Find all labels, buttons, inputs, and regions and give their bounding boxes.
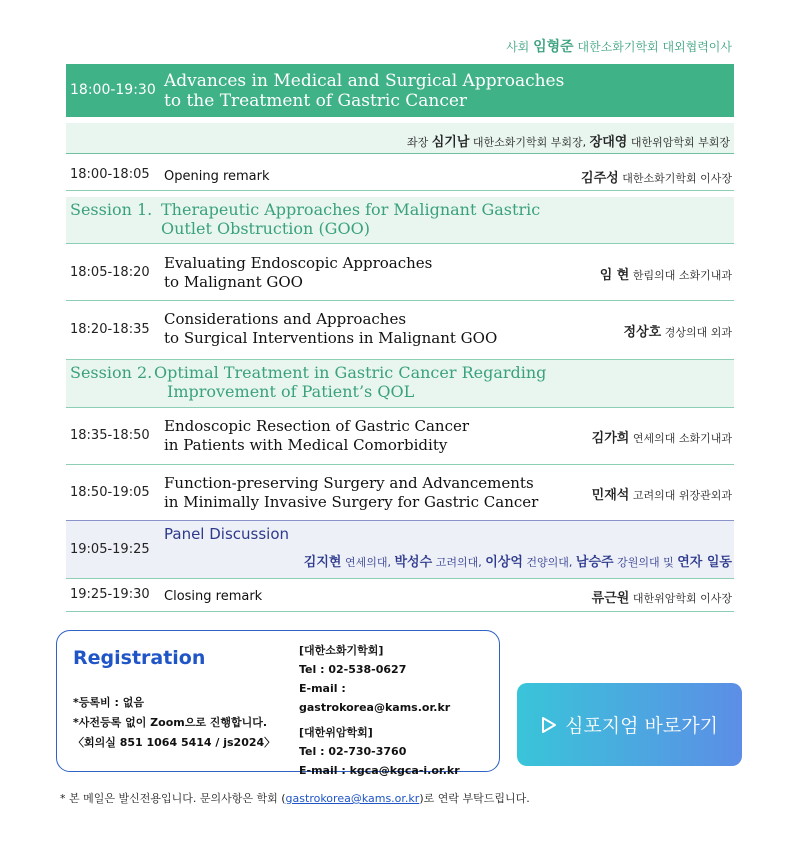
footnote (60, 790, 530, 806)
chair1-name: 심기남 (431, 135, 470, 150)
session1-row (66, 197, 734, 244)
panelist-4-name: 남승주 (575, 555, 614, 570)
talk2-title-line1: Considerations and Approaches (164, 310, 407, 328)
header-title-line1: Advances in Medical and Surgical Approaches (164, 71, 565, 91)
footnote-after: )로 연락 부탁드립니다. (419, 792, 530, 805)
symposium-link-button[interactable] (517, 683, 742, 766)
opening-row (66, 160, 734, 191)
talk2-speaker (624, 321, 732, 340)
talk3-speaker (592, 427, 732, 446)
talk4-speaker-affiliation: 고려의대 위장관외과 (632, 489, 732, 502)
registration-title: Registration (73, 647, 206, 669)
panelist-4-affiliation: 강원의대 및 (617, 556, 674, 569)
session2-title (154, 363, 574, 401)
opening-speaker-name: 김주성 (581, 171, 619, 186)
talk1-speaker-affiliation: 한림의대 소화기내과 (632, 269, 732, 282)
panelists (304, 551, 732, 570)
talk1-title-line2: to Malignant GOO (164, 273, 303, 291)
footnote-before: * 본 메일은 발신전용입니다. 문의사항은 학회 ( (60, 792, 286, 805)
panelist-1-affiliation: 연세의대, (344, 556, 391, 569)
play-icon (541, 716, 557, 734)
opening-title: Opening remark (164, 169, 270, 184)
talk3-title-line1: Endoscopic Resection of Gastric Cancer (164, 417, 470, 435)
talk1-speaker-name: 임 현 (599, 268, 630, 283)
opening-speaker (581, 167, 732, 186)
panelist-2-affiliation: 고려의대, (435, 556, 482, 569)
talk2-time: 18:20-18:35 (70, 322, 150, 337)
panelist-3-name: 이상억 (485, 555, 523, 570)
contact-org1-name: [대한소화기학회] (299, 644, 384, 657)
contact-org1 (299, 641, 499, 717)
talk1-title (164, 254, 432, 292)
symposium-link-label: 심포지엄 바로가기 (565, 715, 718, 737)
talk3-speaker-name: 김가희 (591, 431, 630, 446)
chairs-label: 좌장 (406, 136, 429, 149)
contact-org1-email[interactable]: E-mail : gastrokorea@kams.or.kr (299, 682, 451, 714)
closing-title: Closing remark (164, 589, 263, 604)
moderator-prefix: 사회 (506, 40, 530, 54)
talk3-title-line2: in Patients with Medical Comorbidity (164, 436, 448, 454)
opening-time: 18:00-18:05 (70, 167, 150, 182)
closing-speaker (592, 587, 732, 606)
closing-speaker-name: 류근원 (591, 591, 630, 606)
talk3-time: 18:35-18:50 (70, 428, 150, 443)
talk4-title-line1: Function-preserving Surgery and Advancements (164, 474, 534, 492)
registration-meeting-id: 〈회의실 851 1064 5414 / js2024〉 (73, 736, 276, 749)
talk4-title (164, 474, 538, 512)
talk2-title-line2: to Surgical Interventions in Malignant GOO (164, 329, 498, 347)
chair2-affiliation: 대한위암학회 부회장 (630, 136, 730, 149)
panelist-1-name: 김지현 (303, 555, 342, 570)
panel-row (66, 520, 734, 579)
header-title (164, 71, 564, 111)
closing-speaker-affiliation: 대한위암학회 이사장 (632, 592, 732, 605)
talk4-title-line2: in Minimally Invasive Surgery for Gastric Cancer (164, 493, 539, 511)
session2-title-line1: Optimal Treatment in Gastric Cancer Regarding (154, 363, 547, 382)
chair1-affiliation: 대한소화기학회 부회장, (472, 136, 587, 149)
contact-org2-tel: Tel : 02-730-3760 (299, 745, 407, 758)
chairs (407, 131, 730, 150)
talk-row (66, 408, 734, 465)
talk2-title (164, 310, 497, 348)
talk3-speaker-affiliation: 연세의대 소화기내과 (632, 432, 732, 445)
panelist-2-name: 박성수 (394, 555, 433, 570)
closing-row (66, 579, 734, 612)
header-title-line2: to the Treatment of Gastric Cancer (164, 91, 468, 111)
moderator-name: 임형준 (533, 39, 574, 55)
session1-label: Session 1. (70, 200, 153, 219)
talk1-title-line1: Evaluating Endoscopic Approaches (164, 254, 433, 272)
session1-title (161, 200, 581, 238)
session2-title-line2: Improvement of Patient’s QOL (167, 382, 415, 401)
contact-info (299, 641, 499, 786)
panel-time: 19:05-19:25 (70, 542, 150, 557)
talk4-speaker-name: 민재석 (591, 488, 630, 503)
talk2-speaker-name: 정상호 (623, 325, 662, 340)
header-time: 18:00-19:30 (70, 82, 156, 98)
session2-row (66, 360, 734, 408)
session1-title-line2: Outlet Obstruction (GOO) (161, 219, 370, 238)
panelist-5-name: 연자 일동 (677, 555, 732, 570)
program-table (66, 64, 734, 612)
registration-box (56, 630, 500, 777)
registration-zoom-note: *사전등록 없이 Zoom으로 진행합니다. (73, 716, 268, 729)
moderator-affiliation: 대한소화기학회 대외협력이사 (577, 40, 732, 54)
talk4-speaker (592, 484, 732, 503)
program-header (66, 64, 734, 117)
moderator-line (506, 36, 732, 56)
talk1-speaker (600, 264, 732, 283)
session1-title-line1: Therapeutic Approaches for Malignant Gastric (161, 200, 541, 219)
talk3-title (164, 417, 469, 455)
contact-org2-name: [대한위암학회] (299, 726, 373, 739)
opening-speaker-affiliation: 대한소화기학회 이사장 (622, 172, 732, 185)
footnote-email-link[interactable]: gastrokorea@kams.or.kr (285, 792, 420, 805)
talk-row (66, 465, 734, 520)
contact-org2-email[interactable]: E-mail : kgca@kgca-i.or.kr (299, 764, 460, 777)
contact-org1-tel: Tel : 02-538-0627 (299, 663, 407, 676)
registration-fee: *등록비 : 없음 (73, 696, 144, 709)
contact-org2 (299, 723, 499, 780)
panelist-3-affiliation: 건양의대, (526, 556, 573, 569)
talk4-time: 18:50-19:05 (70, 485, 150, 500)
session2-label: Session 2. (70, 363, 153, 382)
closing-time: 19:25-19:30 (70, 587, 150, 602)
panel-title: Panel Discussion (164, 525, 290, 543)
talk-row (66, 244, 734, 301)
chair2-name: 장대영 (589, 135, 628, 150)
talk2-speaker-affiliation: 경상의대 외과 (664, 326, 732, 339)
talk1-time: 18:05-18:20 (70, 265, 150, 280)
talk-row (66, 301, 734, 360)
registration-info (73, 693, 275, 753)
chairs-row (66, 123, 734, 154)
